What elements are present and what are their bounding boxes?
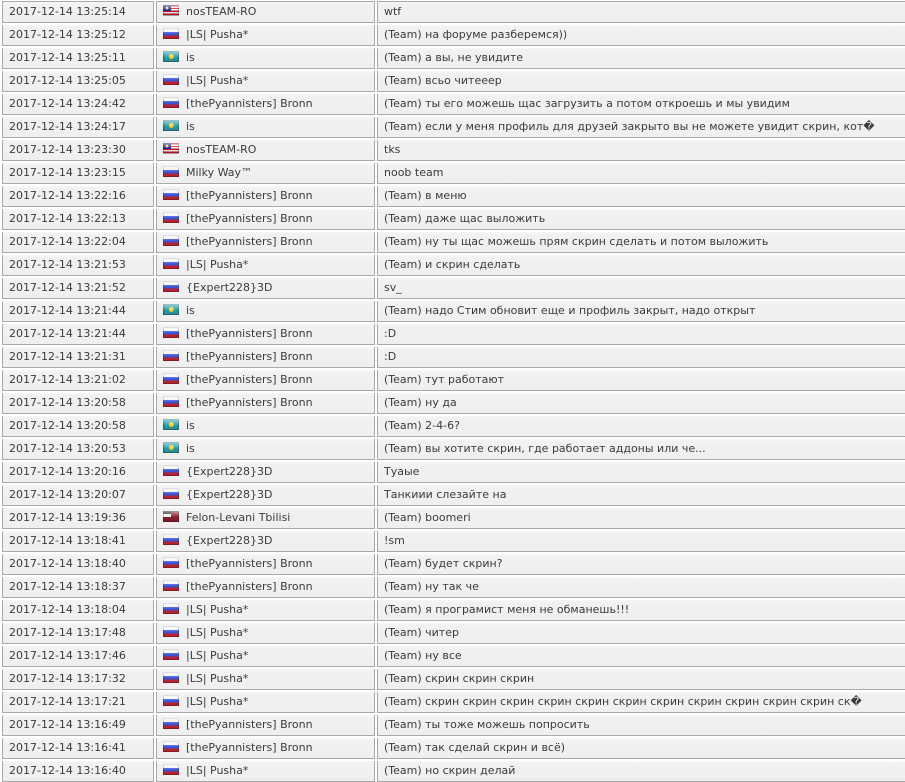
chat-row — [2, 278, 905, 299]
russia-flag-icon — [163, 465, 179, 476]
player-cell — [156, 462, 375, 483]
player-cell — [156, 531, 375, 552]
message-cell: (Team) на форуме разберемся)) — [377, 25, 905, 46]
player-name: |LS| Pusha* — [186, 672, 249, 685]
message-cell: noob team — [377, 163, 905, 184]
message-cell: (Team) но скрин делай — [377, 761, 905, 782]
chat-row — [2, 715, 905, 736]
chat-row — [2, 623, 905, 644]
chat-row — [2, 692, 905, 713]
chat-row — [2, 301, 905, 322]
russia-flag-icon — [163, 258, 179, 269]
message-cell: (Team) ну так че — [377, 577, 905, 598]
player-name: |LS| Pusha* — [186, 764, 249, 777]
player-name: is — [186, 304, 195, 317]
timestamp-cell: 2017-12-14 13:21:52 — [2, 278, 154, 299]
chat-row — [2, 485, 905, 506]
timestamp-cell: 2017-12-14 13:23:30 — [2, 140, 154, 161]
player-name: |LS| Pusha* — [186, 74, 249, 87]
player-cell — [156, 324, 375, 345]
player-name: is — [186, 442, 195, 455]
timestamp-cell: 2017-12-14 13:16:40 — [2, 761, 154, 782]
chat-row — [2, 186, 905, 207]
player-name: |LS| Pusha* — [186, 649, 249, 662]
russia-flag-icon — [163, 695, 179, 706]
player-name: Felon-Levani Tbilisi — [186, 511, 291, 524]
message-cell: (Team) я програмист меня не обманешь!!! — [377, 600, 905, 621]
russia-flag-icon — [163, 166, 179, 177]
player-name: Milky Way™ — [186, 166, 253, 179]
player-name: |LS| Pusha* — [186, 28, 249, 41]
russia-flag-icon — [163, 580, 179, 591]
player-name: is — [186, 120, 195, 133]
player-cell — [156, 232, 375, 253]
timestamp-cell: 2017-12-14 13:20:58 — [2, 393, 154, 414]
player-cell — [156, 393, 375, 414]
player-name: [thePyannisters] Bronn — [186, 557, 313, 570]
russia-flag-icon — [163, 718, 179, 729]
message-cell: wtf — [377, 1, 905, 23]
message-cell: sv_ — [377, 278, 905, 299]
russia-flag-icon — [163, 189, 179, 200]
player-cell — [156, 646, 375, 667]
player-name: [thePyannisters] Bronn — [186, 235, 313, 248]
timestamp-cell: 2017-12-14 13:17:21 — [2, 692, 154, 713]
timestamp-cell: 2017-12-14 13:16:41 — [2, 738, 154, 759]
timestamp-cell: 2017-12-14 13:24:17 — [2, 117, 154, 138]
message-cell: (Team) надо Стим обновит еще и профиль закрыт, надо открыт — [377, 301, 905, 322]
chat-row — [2, 554, 905, 575]
kazakhstan-flag-icon — [163, 304, 179, 315]
player-name: [thePyannisters] Bronn — [186, 373, 313, 386]
timestamp-cell: 2017-12-14 13:25:14 — [2, 1, 154, 23]
timestamp-cell: 2017-12-14 13:24:42 — [2, 94, 154, 115]
message-cell: (Team) если у меня профиль для друзей закрыто вы не можете увидит скрин, кот� — [377, 117, 905, 138]
chat-row — [2, 255, 905, 276]
russia-flag-icon — [163, 212, 179, 223]
player-cell — [156, 278, 375, 299]
chat-row — [2, 71, 905, 92]
chat-row — [2, 347, 905, 368]
player-cell — [156, 554, 375, 575]
player-cell — [156, 600, 375, 621]
chat-row — [2, 232, 905, 253]
player-name: [thePyannisters] Bronn — [186, 350, 313, 363]
message-cell: (Team) а вы, не увидите — [377, 48, 905, 69]
player-name: [thePyannisters] Bronn — [186, 189, 313, 202]
chat-row — [2, 324, 905, 345]
player-name: nosTEAM-RO — [186, 5, 257, 18]
timestamp-cell: 2017-12-14 13:17:48 — [2, 623, 154, 644]
chat-row — [2, 94, 905, 115]
player-cell — [156, 25, 375, 46]
player-cell — [156, 94, 375, 115]
message-cell: Танкиии слезайте на — [377, 485, 905, 506]
timestamp-cell: 2017-12-14 13:16:49 — [2, 715, 154, 736]
player-cell — [156, 623, 375, 644]
chat-row — [2, 531, 905, 552]
russia-flag-icon — [163, 97, 179, 108]
player-name: is — [186, 419, 195, 432]
timestamp-cell: 2017-12-14 13:21:44 — [2, 301, 154, 322]
chat-row — [2, 669, 905, 690]
timestamp-cell: 2017-12-14 13:19:36 — [2, 508, 154, 529]
player-name: [thePyannisters] Bronn — [186, 327, 313, 340]
player-cell — [156, 140, 375, 161]
player-name: [thePyannisters] Bronn — [186, 396, 313, 409]
player-cell — [156, 301, 375, 322]
message-cell: (Team) даже щас выложить — [377, 209, 905, 230]
russia-flag-icon — [163, 603, 179, 614]
kazakhstan-flag-icon — [163, 51, 179, 62]
chat-row — [2, 209, 905, 230]
chat-row — [2, 600, 905, 621]
timestamp-cell: 2017-12-14 13:20:58 — [2, 416, 154, 437]
chat-row — [2, 25, 905, 46]
chat-row — [2, 117, 905, 138]
russia-flag-icon — [163, 396, 179, 407]
russia-flag-icon — [163, 557, 179, 568]
russia-flag-icon — [163, 28, 179, 39]
malaysia-flag-icon — [163, 143, 179, 154]
timestamp-cell: 2017-12-14 13:18:37 — [2, 577, 154, 598]
timestamp-cell: 2017-12-14 13:22:04 — [2, 232, 154, 253]
chat-table-body — [2, 1, 905, 782]
message-cell: (Team) читер — [377, 623, 905, 644]
russia-flag-icon — [163, 626, 179, 637]
timestamp-cell: 2017-12-14 13:21:53 — [2, 255, 154, 276]
timestamp-cell: 2017-12-14 13:25:12 — [2, 25, 154, 46]
message-cell: (Team) так сделай скрин и всё) — [377, 738, 905, 759]
player-cell — [156, 1, 375, 23]
message-cell: (Team) ну да — [377, 393, 905, 414]
player-name: {Expert228}3D — [186, 465, 273, 478]
chat-row — [2, 508, 905, 529]
russia-flag-icon — [163, 741, 179, 752]
message-cell: (Team) ну ты щас можешь прям скрин сделать и потом выложить — [377, 232, 905, 253]
player-cell — [156, 577, 375, 598]
timestamp-cell: 2017-12-14 13:18:04 — [2, 600, 154, 621]
kazakhstan-flag-icon — [163, 120, 179, 131]
player-cell — [156, 508, 375, 529]
player-name: [thePyannisters] Bronn — [186, 741, 313, 754]
timestamp-cell: 2017-12-14 13:22:13 — [2, 209, 154, 230]
player-cell — [156, 71, 375, 92]
chat-row — [2, 163, 905, 184]
player-cell — [156, 48, 375, 69]
kazakhstan-flag-icon — [163, 419, 179, 430]
player-name: |LS| Pusha* — [186, 695, 249, 708]
message-cell: (Team) ну все — [377, 646, 905, 667]
chat-row — [2, 577, 905, 598]
player-cell — [156, 186, 375, 207]
malaysia-flag-icon — [163, 5, 179, 16]
chat-row — [2, 761, 905, 782]
message-cell: !sm — [377, 531, 905, 552]
message-cell: (Team) boomeri — [377, 508, 905, 529]
timestamp-cell: 2017-12-14 13:18:41 — [2, 531, 154, 552]
chat-row — [2, 439, 905, 460]
timestamp-cell: 2017-12-14 13:25:11 — [2, 48, 154, 69]
timestamp-cell: 2017-12-14 13:20:16 — [2, 462, 154, 483]
chat-row — [2, 140, 905, 161]
chat-row — [2, 416, 905, 437]
message-cell: (Team) в меню — [377, 186, 905, 207]
chat-row — [2, 393, 905, 414]
message-cell: (Team) вы хотите скрин, где работает аддоны или че... — [377, 439, 905, 460]
message-cell: (Team) и скрин сделать — [377, 255, 905, 276]
player-name: is — [186, 51, 195, 64]
timestamp-cell: 2017-12-14 13:17:32 — [2, 669, 154, 690]
player-cell — [156, 117, 375, 138]
player-name: {Expert228}3D — [186, 488, 273, 501]
player-cell — [156, 738, 375, 759]
message-cell: :D — [377, 324, 905, 345]
russia-flag-icon — [163, 327, 179, 338]
chat-row — [2, 738, 905, 759]
player-cell — [156, 416, 375, 437]
player-name: |LS| Pusha* — [186, 603, 249, 616]
timestamp-cell: 2017-12-14 13:22:16 — [2, 186, 154, 207]
timestamp-cell: 2017-12-14 13:20:53 — [2, 439, 154, 460]
player-cell — [156, 439, 375, 460]
message-cell: :D — [377, 347, 905, 368]
player-cell — [156, 209, 375, 230]
message-cell: (Team) тут работают — [377, 370, 905, 391]
player-name: [thePyannisters] Bronn — [186, 718, 313, 731]
message-cell: (Team) всьо читееер — [377, 71, 905, 92]
player-name: [thePyannisters] Bronn — [186, 97, 313, 110]
timestamp-cell: 2017-12-14 13:20:07 — [2, 485, 154, 506]
player-cell — [156, 370, 375, 391]
timestamp-cell: 2017-12-14 13:17:46 — [2, 646, 154, 667]
timestamp-cell: 2017-12-14 13:21:31 — [2, 347, 154, 368]
message-cell: (Team) скрин скрин скрин скрин скрин скрин скрин скрин скрин скрин скрин ск� — [377, 692, 905, 713]
player-name: {Expert228}3D — [186, 534, 273, 547]
russia-flag-icon — [163, 281, 179, 292]
player-cell — [156, 669, 375, 690]
russia-flag-icon — [163, 235, 179, 246]
timestamp-cell: 2017-12-14 13:21:44 — [2, 324, 154, 345]
player-cell — [156, 715, 375, 736]
chat-row — [2, 48, 905, 69]
chat-row — [2, 370, 905, 391]
player-cell — [156, 163, 375, 184]
player-name: [thePyannisters] Bronn — [186, 580, 313, 593]
player-cell — [156, 255, 375, 276]
player-name: [thePyannisters] Bronn — [186, 212, 313, 225]
kazakhstan-flag-icon — [163, 442, 179, 453]
chat-row — [2, 1, 905, 23]
russia-flag-icon — [163, 649, 179, 660]
player-cell — [156, 347, 375, 368]
russia-flag-icon — [163, 373, 179, 384]
russia-flag-icon — [163, 350, 179, 361]
player-name: |LS| Pusha* — [186, 626, 249, 639]
message-cell: (Team) 2-4-6? — [377, 416, 905, 437]
player-name: {Expert228}3D — [186, 281, 273, 294]
player-cell — [156, 761, 375, 782]
russia-flag-icon — [163, 74, 179, 85]
georgia-old-flag-icon — [163, 511, 179, 522]
timestamp-cell: 2017-12-14 13:18:40 — [2, 554, 154, 575]
russia-flag-icon — [163, 672, 179, 683]
timestamp-cell: 2017-12-14 13:23:15 — [2, 163, 154, 184]
message-cell: (Team) будет скрин? — [377, 554, 905, 575]
russia-flag-icon — [163, 764, 179, 775]
chat-row — [2, 646, 905, 667]
message-cell: (Team) скрин скрин скрин — [377, 669, 905, 690]
player-cell — [156, 692, 375, 713]
player-name: nosTEAM-RO — [186, 143, 257, 156]
russia-flag-icon — [163, 488, 179, 499]
timestamp-cell: 2017-12-14 13:25:05 — [2, 71, 154, 92]
chat-row — [2, 462, 905, 483]
russia-flag-icon — [163, 534, 179, 545]
message-cell: Туаые — [377, 462, 905, 483]
message-cell: tks — [377, 140, 905, 161]
message-cell: (Team) ты тоже можешь попросить — [377, 715, 905, 736]
player-cell — [156, 485, 375, 506]
timestamp-cell: 2017-12-14 13:21:02 — [2, 370, 154, 391]
message-cell: (Team) ты его можешь щас загрузить а потом откроешь и мы увидим — [377, 94, 905, 115]
player-name: |LS| Pusha* — [186, 258, 249, 271]
